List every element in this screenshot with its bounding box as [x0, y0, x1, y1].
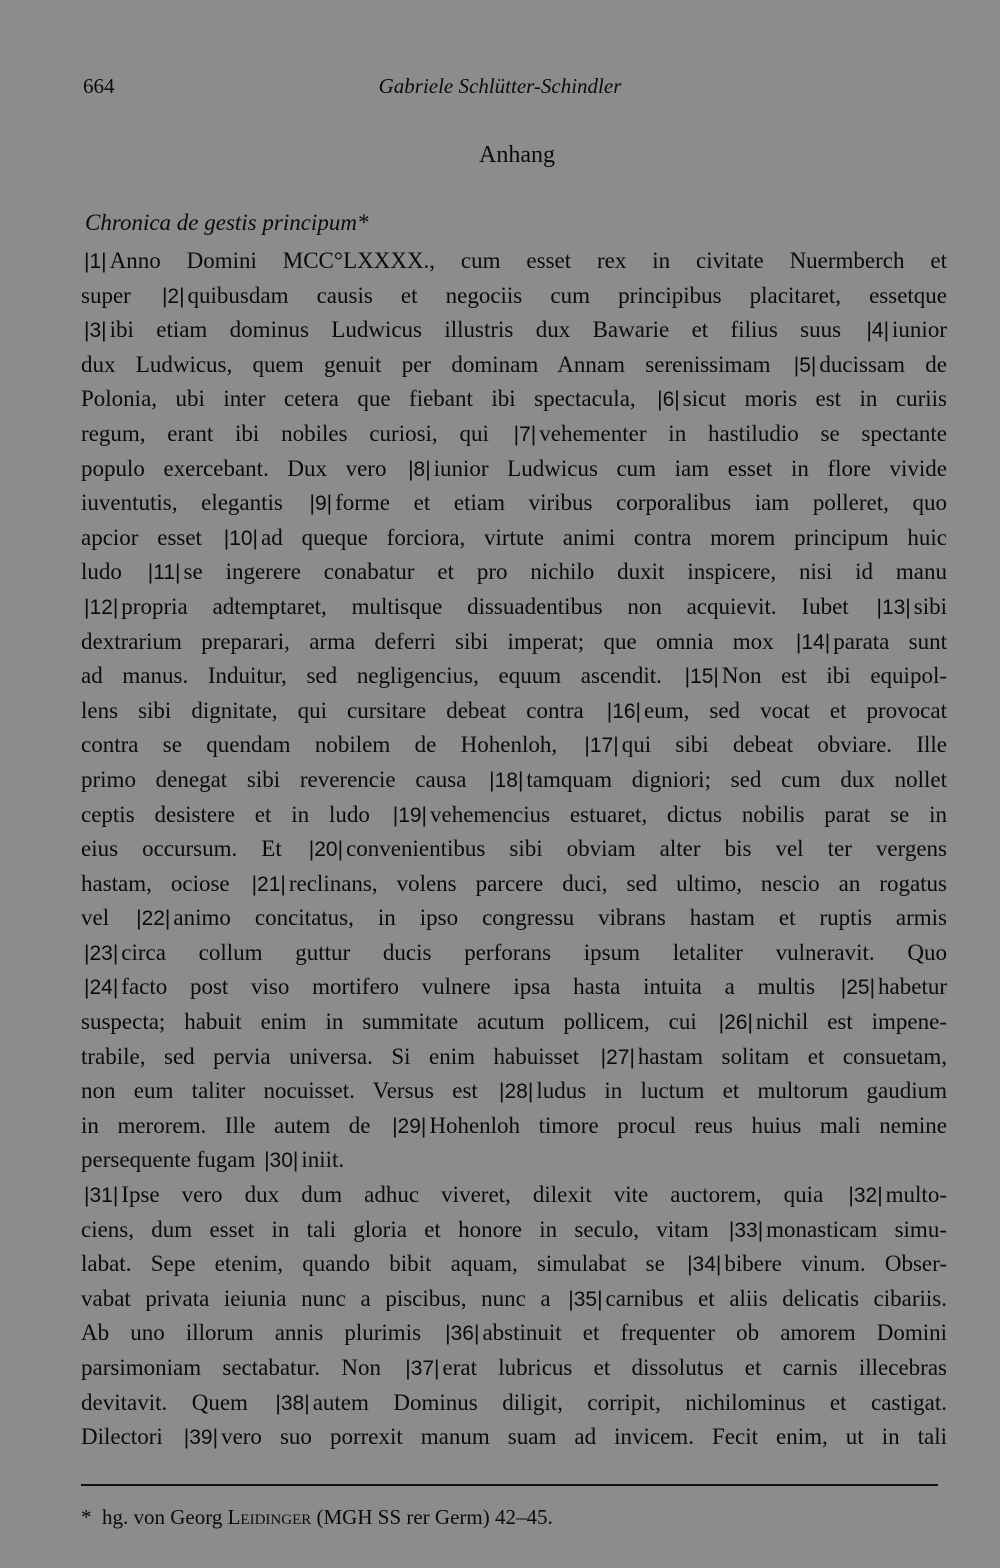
line-number-marker: |8|: [408, 457, 431, 481]
text-line: in merorem. Ille autem de |29| Hohenloh timore procul reus huius mali nemine: [81, 1112, 947, 1138]
text-line: iuventutis, elegantis |9| forme et etiam viribus corporalibus iam polleret, quo: [81, 490, 947, 516]
text-line: regum, erant ibi nobiles curiosi, qui |7| vehementer in hastiludio se spectante: [81, 420, 948, 446]
line-number-marker: |26|: [718, 1011, 753, 1035]
line-number-marker: |6|: [657, 388, 680, 412]
line-number-marker: |20|: [308, 838, 344, 862]
line-number-marker: |4|: [866, 319, 890, 343]
text-line: lens sibi dignitate, qui cursitare debeat contra |16| eum, sed vocat et provocat: [81, 697, 947, 723]
line-number-marker: |30|: [264, 1149, 299, 1173]
text-line: apcior esset |10| ad queque forciora, virtute animi contra morem principum huic: [81, 524, 947, 550]
text-line: non eum taliter nocuisset. Versus est |28| ludus in luctum et multorum gaudium: [81, 1078, 947, 1104]
line-number-marker: |9|: [309, 492, 333, 516]
text-line: primo denegat sibi reverencie causa |18| tamquam digniori; sed cum dux nollet: [81, 766, 947, 792]
line-number-marker: |11|: [147, 561, 181, 585]
text-line: |1| Anno Domini MCC°LXXXX., cum esset rex in civitate Nuermberch et: [84, 248, 947, 273]
line-number-marker: |37|: [405, 1357, 440, 1380]
footnote-text-before: hg. von Georg: [102, 1505, 223, 1529]
line-number-marker: |12|: [84, 595, 119, 619]
body-text: [81, 244, 947, 1455]
text-line: dux Ludwicus, quem genuit per dominam Annam serenissimam |5| ducissam de: [81, 351, 947, 377]
text-line: |12| propria adtemptaret, multisque dissuadentibus non acquievit. Iubet |13| sibi: [84, 593, 947, 619]
line-number-marker: |10|: [223, 526, 258, 550]
line-number-marker: |31|: [84, 1184, 119, 1208]
line-number-marker: |23|: [84, 941, 119, 965]
line-number-marker: |29|: [392, 1114, 427, 1138]
section-heading: Anhang: [479, 142, 555, 168]
text-line: Dilectori |39| vero suo porrexit manum suam ad invicem. Fecit enim, ut in tali: [81, 1424, 947, 1450]
line-number-marker: |3|: [84, 319, 107, 343]
text-line: suspecta; habuit enim in summitate acutum pollicem, cui |26| nichil est impene-: [81, 1009, 947, 1035]
text-line: trabile, sed pervia universa. Si enim habuisset |27| hastam solitam et consuetam,: [81, 1043, 948, 1069]
text-line: eius occursum. Et |20| convenientibus sibi obviam alter bis vel ter vergens: [81, 836, 948, 862]
text-line: contra se quendam nobilem de Hohenloh, |17| qui sibi debeat obviare. Ille: [81, 732, 947, 758]
text-line: |24| facto post viso mortifero vulnere ipsa hasta intuita a multis |25| habetur: [84, 974, 947, 1000]
line-number-marker: |22|: [136, 907, 171, 931]
text-line: populo exercebant. Dux vero |8| iunior Ludwicus cum iam esset in flore vivide: [81, 455, 947, 481]
line-number-marker: |36|: [445, 1322, 480, 1346]
text-line: ludo |11| se ingerere conabatur et pro nichilo duxit inspicere, nisi id manu: [81, 559, 948, 585]
text-line: ad manus. Induitur, sed negligencius, equum ascendit. |15| Non est ibi equipol-: [81, 663, 947, 689]
footnote-marker: *: [81, 1505, 92, 1529]
text-line: |3| ibi etiam dominus Ludwicus illustris dux Bawarie et filius suus |4| iunior: [84, 317, 947, 343]
line-number-marker: |27|: [600, 1045, 635, 1069]
line-number-marker: |21|: [251, 872, 286, 896]
line-number-marker: |25|: [840, 976, 876, 1000]
text-line: |31| Ipse vero dux dum adhuc viveret, dilexit vite auctorem, quia |32| multo-: [84, 1182, 947, 1208]
text-line: Polonia, ubi inter cetera que fiebant ibi spectacula, |6| sicut moris est in curiis: [81, 386, 947, 412]
text-line: super |2| quibusdam causis et negociis cum principibus placitaret, essetque: [81, 282, 947, 308]
footnote-rule: [81, 1484, 938, 1486]
document-title: [85, 210, 368, 236]
line-number-marker: |33|: [728, 1218, 764, 1242]
line-number-marker: |18|: [489, 768, 524, 792]
running-title: Gabriele Schlütter-Schindler: [378, 74, 622, 98]
line-number-marker: |35|: [568, 1287, 603, 1311]
line-number-marker: |24|: [84, 976, 119, 1000]
line-number-marker: |17|: [584, 734, 619, 758]
text-line: parsimoniam sectabatur. Non |37| erat lubricus et dissolutus et carnis illecebras: [81, 1355, 947, 1380]
line-number-marker: |16|: [606, 699, 642, 723]
line-number-marker: |32|: [848, 1184, 883, 1208]
line-number-marker: |15|: [684, 665, 719, 689]
text-line: devitavit. Quem |38| autem Dominus diligit, corripit, nichilominus et castigat.: [81, 1389, 947, 1415]
line-number-marker: |28|: [499, 1080, 534, 1104]
footnote-reference-marker: *: [356, 210, 369, 235]
line-number-marker: |2|: [161, 284, 185, 308]
text-line: persequente fugam |30| iniit.: [81, 1147, 345, 1173]
line-number-marker: |13|: [876, 595, 911, 619]
text-line: vabat privata ieiunia nunc a piscibus, nunc a |35| carnibus et aliis delicatis cibariis.: [81, 1285, 947, 1311]
text-line: hastam, ociose |21| reclinans, volens parcere duci, sed ultimo, nescio an rogatus: [81, 870, 947, 896]
footnote-author: Leidinger: [227, 1505, 312, 1529]
footnote-text-after: (MGH SS rer Germ) 42–45.: [316, 1505, 553, 1529]
text-line: |23| circa collum guttur ducis perforans ipsum letaliter vulneravit. Quo: [84, 939, 947, 965]
text-line: labat. Sepe etenim, quando bibit aquam, simulabat se |34| bibere vinum. Obser-: [81, 1251, 947, 1277]
footnote: [81, 1505, 553, 1530]
line-number-marker: |34|: [687, 1253, 722, 1277]
text-line: ceptis desistere et in ludo |19| vehemencius estuaret, dictus nobilis parat se in: [81, 801, 947, 827]
line-number-marker: |39|: [183, 1426, 219, 1450]
line-number-marker: |1|: [84, 250, 107, 273]
line-number-marker: |5|: [793, 353, 817, 377]
page-number: 664: [83, 74, 115, 98]
text-line: dextrarium preparari, arma deferri sibi imperat; que omnia mox |14| parata sunt: [81, 628, 948, 654]
text-line: Ab uno illorum annis plurimis |36| abstinuit et frequenter ob amorem Domini: [81, 1320, 947, 1346]
line-number-marker: |7|: [513, 422, 537, 446]
text-line: ciens, dum esset in tali gloria et honore in seculo, vitam |33| monasticam simu-: [81, 1216, 947, 1242]
document-title-text: Chronica de gestis principum: [85, 210, 357, 235]
line-number-marker: |19|: [392, 803, 428, 827]
line-number-marker: |38|: [275, 1391, 310, 1415]
text-line: vel |22| animo concitatus, in ipso congressu vibrans hastam et ruptis armis: [81, 905, 948, 931]
line-number-marker: |14|: [795, 630, 831, 654]
